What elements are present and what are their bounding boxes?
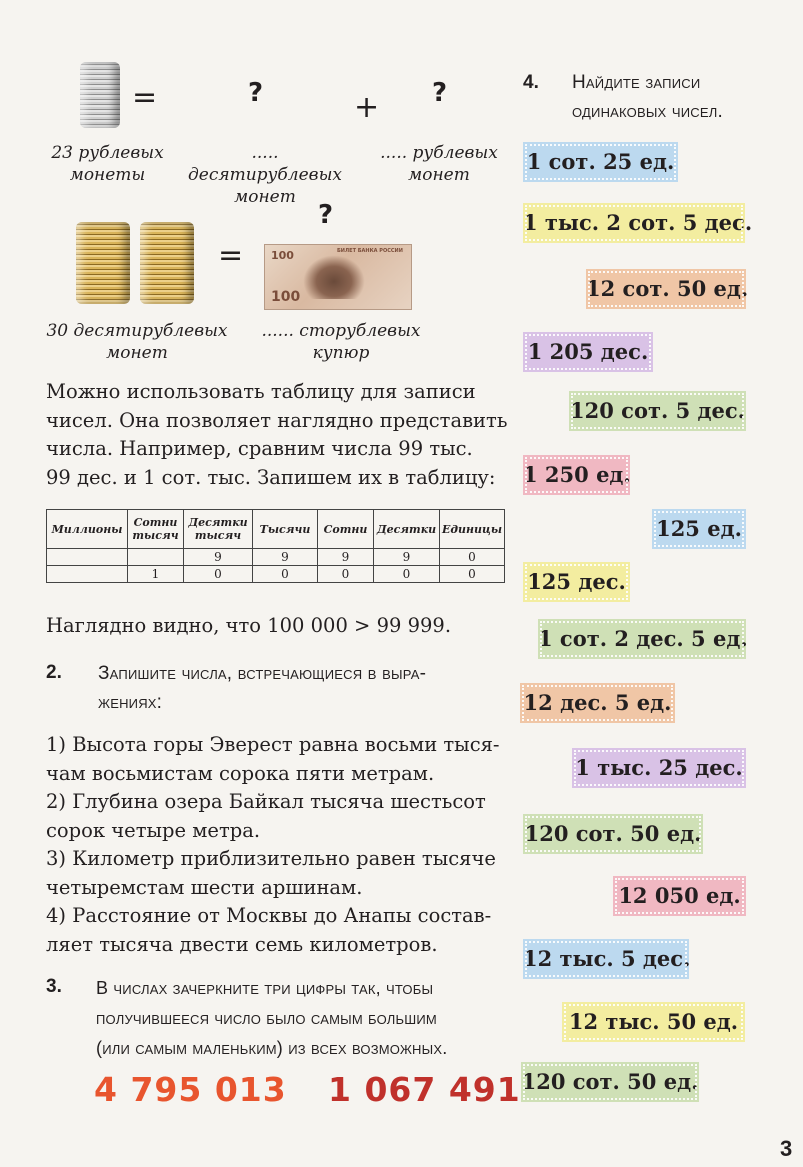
task-4-title: Найдите записи одинаковых чисел. <box>572 72 723 122</box>
banknote-100-image: 100 БИЛЕТ БАНКА РОССИИ 100 <box>264 244 412 310</box>
task-2-line: чам восьмистам сорока пяти метрам. <box>46 761 435 785</box>
table-cell <box>47 549 128 566</box>
intro-line: чисел. Она позволяет наглядно представить <box>46 408 508 432</box>
number-card[interactable]: 1 250 ед. <box>523 455 630 495</box>
plus-sign: + <box>354 90 380 125</box>
table-cell: 9 <box>253 549 318 566</box>
col-header: Десятки <box>374 510 440 549</box>
number-card[interactable]: 125 ед. <box>652 509 746 549</box>
number-card[interactable]: 12 дес. 5 ед. <box>520 683 675 723</box>
intro-line: Можно использовать таблицу для записи <box>46 380 476 403</box>
number-card[interactable]: 12 050 ед. <box>613 876 746 916</box>
caption-ruble-coins: ..... рублевых монет <box>380 143 498 185</box>
number-card[interactable]: 120 сот. 50 ед. <box>523 814 703 854</box>
table-cell: 9 <box>318 549 374 566</box>
col-header: Сотни тысяч <box>128 510 184 549</box>
number-4795013: 4 795 013 <box>94 1070 287 1109</box>
task-2-line: 3) Километр приблизительно равен тысяче <box>46 847 496 870</box>
task-2-title: Запишите числа, встречающиеся в выра- жениях: <box>98 663 427 713</box>
task-2-line: 2) Глубина озера Байкал тысяча шестьсот <box>46 790 486 813</box>
question-mark: ? <box>432 78 448 108</box>
coin-stack-gold <box>76 222 130 304</box>
col-header: Единицы <box>440 510 505 549</box>
question-mark: ? <box>318 200 334 230</box>
table-cell: 0 <box>374 566 440 583</box>
equals-sign: = <box>218 238 244 273</box>
table-cell: 1 <box>128 566 184 583</box>
task-3-number: 3. <box>46 976 62 997</box>
col-header: Миллионы <box>47 510 128 549</box>
table-row <box>47 549 505 566</box>
table-cell <box>47 566 128 583</box>
number-card[interactable]: 1 тыс. 2 сот. 5 дес. <box>523 203 745 243</box>
coin-stack-silver <box>80 62 120 128</box>
number-1067491: 1 067 491 <box>328 1070 521 1109</box>
caption-hundred-notes: ...... сторублевых купюр <box>261 321 421 363</box>
task-2-line: сорок четыре метра. <box>46 818 261 842</box>
question-mark: ? <box>248 78 264 108</box>
number-card[interactable]: 1 тыс. 25 дес. <box>572 748 746 788</box>
number-card[interactable]: 1 205 дес. <box>523 332 653 372</box>
conclusion-text: Наглядно видно, что 100 000 > 99 999. <box>46 614 452 637</box>
intro-line: 99 дес. и 1 сот. тыс. Запишем их в таблицу: <box>46 465 496 489</box>
task-2-line: 1) Высота горы Эверест равна восьми тыся- <box>46 733 500 756</box>
table-cell: 0 <box>253 566 318 583</box>
intro-line: числа. Например, сравним числа 99 тыс. <box>46 437 473 460</box>
task-4-number: 4. <box>523 72 539 93</box>
task-2-items <box>46 731 516 959</box>
table-cell <box>128 549 184 566</box>
number-card[interactable]: 12 сот. 50 ед. <box>586 269 746 309</box>
table-row <box>47 566 505 583</box>
task-2-line: 4) Расстояние от Москвы до Анапы состав- <box>46 904 492 927</box>
table-cell: 0 <box>318 566 374 583</box>
table-cell: 0 <box>440 549 505 566</box>
intro-paragraph <box>46 378 516 492</box>
col-header: Тысячи <box>253 510 318 549</box>
number-card[interactable]: 1 сот. 25 ед. <box>523 142 678 182</box>
caption-23-coins: 23 рублевых монеты <box>51 143 164 185</box>
number-card[interactable]: 120 сот. 5 дес. <box>569 391 746 431</box>
number-card[interactable]: 12 тыс. 50 ед. <box>562 1002 745 1042</box>
col-header: Десятки тысяч <box>184 510 253 549</box>
number-card[interactable]: 120 сот. 50 ед. <box>521 1062 699 1102</box>
caption-ten-ruble-coins: ..... десятирублевых монет <box>187 143 342 207</box>
task-2-number: 2. <box>46 662 62 683</box>
place-value-table <box>46 509 505 583</box>
number-card[interactable]: 1 сот. 2 дес. 5 ед. <box>538 619 746 659</box>
table-header-row <box>47 510 505 549</box>
coin-stack-gold <box>140 222 194 304</box>
number-card[interactable]: 12 тыс. 5 дес. <box>523 939 689 979</box>
table-cell: 0 <box>440 566 505 583</box>
table-cell: 0 <box>184 566 253 583</box>
task-2-line: четыремстам шести аршинам. <box>46 875 363 899</box>
task-3-title: В числах зачеркните три цифры так, чтобы получившееся число было самым большим (или самым маленьким) из всех возможных. <box>96 978 448 1058</box>
caption-30-coins: 30 десятирублевых монет <box>46 321 228 363</box>
table-cell: 9 <box>374 549 440 566</box>
col-header: Сотни <box>318 510 374 549</box>
table-cell: 9 <box>184 549 253 566</box>
page-number: 3 <box>780 1136 793 1161</box>
number-card[interactable]: 125 дес. <box>523 562 630 602</box>
task-2-line: ляет тысяча двести семь километров. <box>46 932 438 956</box>
equals-sign: = <box>132 80 158 115</box>
